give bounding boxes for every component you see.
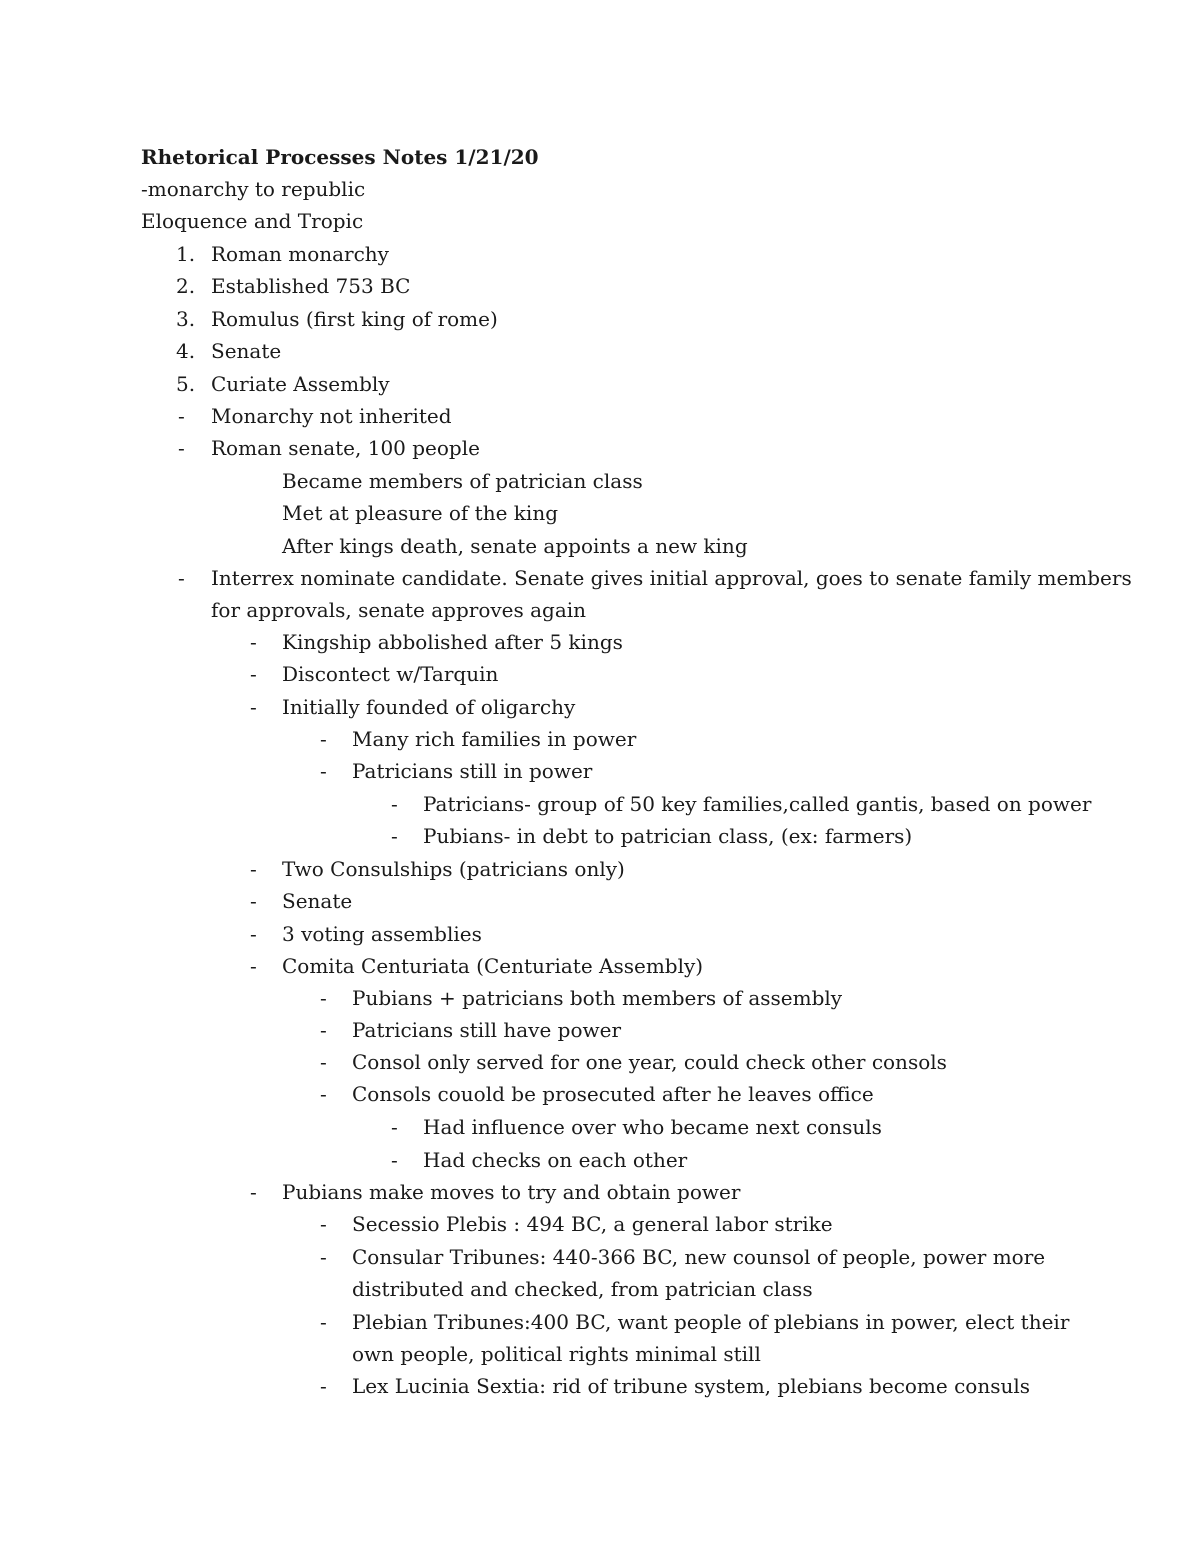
bullet-dash: - bbox=[320, 1374, 327, 1398]
bullet-dash: - bbox=[250, 630, 257, 654]
list-item: Pubians + patricians both members of assembly bbox=[352, 986, 843, 1010]
list-item: Pubians make moves to try and obtain power bbox=[282, 1180, 741, 1204]
list-number: 5. bbox=[176, 372, 196, 396]
bullet-dash: - bbox=[320, 1245, 327, 1269]
bullet-dash: - bbox=[250, 695, 257, 719]
bullet-dash: - bbox=[320, 1050, 327, 1074]
intro-line: Eloquence and Tropic bbox=[141, 209, 364, 233]
list-item: Interrex nominate candidate. Senate gives initial approval, goes to senate family members bbox=[211, 566, 1132, 590]
list-item: Had influence over who became next consuls bbox=[423, 1115, 882, 1139]
list-item-continuation: distributed and checked, from patrician class bbox=[352, 1277, 813, 1301]
bullet-dash: - bbox=[320, 727, 327, 751]
bullet-dash: - bbox=[320, 1212, 327, 1236]
list-item: Roman senate, 100 people bbox=[211, 436, 480, 460]
list-item: Patricians- group of 50 key families,called gantis, based on power bbox=[423, 792, 1092, 816]
list-item: Curiate Assembly bbox=[211, 372, 390, 396]
list-item: Comita Centuriata (Centuriate Assembly) bbox=[282, 954, 704, 978]
list-item: Senate bbox=[211, 339, 282, 363]
list-item: Secessio Plebis : 494 BC, a general labor strike bbox=[352, 1212, 833, 1236]
list-item: Senate bbox=[282, 889, 353, 913]
list-item-continuation: own people, political rights minimal still bbox=[352, 1342, 761, 1366]
bullet-dash: - bbox=[250, 889, 257, 913]
list-item: Established 753 BC bbox=[211, 274, 411, 298]
bullet-dash: - bbox=[391, 1148, 398, 1172]
list-number: 2. bbox=[176, 274, 196, 298]
list-item: Consols couold be prosecuted after he leaves office bbox=[352, 1082, 874, 1106]
bullet-dash: - bbox=[391, 824, 398, 848]
list-item: Discontect w/Tarquin bbox=[282, 662, 499, 686]
list-item: Consular Tribunes: 440-366 BC, new counsol of people, power more bbox=[352, 1245, 1046, 1269]
bullet-dash: - bbox=[250, 1180, 257, 1204]
list-item: Patricians still have power bbox=[352, 1018, 622, 1042]
list-item-continuation: for approvals, senate approves again bbox=[211, 598, 587, 622]
bullet-dash: - bbox=[391, 1115, 398, 1139]
bullet-dash: - bbox=[250, 954, 257, 978]
list-item: 3 voting assemblies bbox=[282, 922, 482, 946]
list-item: Pubians- in debt to patrician class, (ex: farmers) bbox=[423, 824, 913, 848]
bullet-dash: - bbox=[178, 404, 185, 428]
list-item: Consol only served for one year, could check other consols bbox=[352, 1050, 947, 1074]
bullet-dash: - bbox=[250, 857, 257, 881]
list-item: Had checks on each other bbox=[423, 1148, 688, 1172]
bullet-dash: - bbox=[320, 759, 327, 783]
list-item: Romulus (first king of rome) bbox=[211, 307, 498, 331]
list-number: 1. bbox=[176, 242, 196, 266]
intro-line: -monarchy to republic bbox=[141, 177, 366, 201]
list-item: Met at pleasure of the king bbox=[282, 501, 558, 525]
list-item: Kingship abbolished after 5 kings bbox=[282, 630, 623, 654]
bullet-dash: - bbox=[320, 1310, 327, 1334]
list-item: Lex Lucinia Sextia: rid of tribune system, plebians become consuls bbox=[352, 1374, 1031, 1398]
list-number: 4. bbox=[176, 339, 196, 363]
list-item: Many rich families in power bbox=[352, 727, 637, 751]
bullet-dash: - bbox=[178, 566, 185, 590]
bullet-dash: - bbox=[178, 436, 185, 460]
list-number: 3. bbox=[176, 307, 196, 331]
list-item: Patricians still in power bbox=[352, 759, 593, 783]
list-item: After kings death, senate appoints a new king bbox=[282, 534, 748, 558]
bullet-dash: - bbox=[320, 986, 327, 1010]
page-title: Rhetorical Processes Notes 1/21/20 bbox=[141, 145, 539, 169]
list-item: Initially founded of oligarchy bbox=[282, 695, 576, 719]
bullet-dash: - bbox=[320, 1018, 327, 1042]
bullet-dash: - bbox=[320, 1082, 327, 1106]
list-item: Monarchy not inherited bbox=[211, 404, 452, 428]
list-item: Two Consulships (patricians only) bbox=[282, 857, 625, 881]
list-item: Plebian Tribunes:400 BC, want people of plebians in power, elect their bbox=[352, 1310, 1070, 1334]
bullet-dash: - bbox=[250, 662, 257, 686]
bullet-dash: - bbox=[250, 922, 257, 946]
list-item: Roman monarchy bbox=[211, 242, 389, 266]
list-item: Became members of patrician class bbox=[282, 469, 643, 493]
bullet-dash: - bbox=[391, 792, 398, 816]
